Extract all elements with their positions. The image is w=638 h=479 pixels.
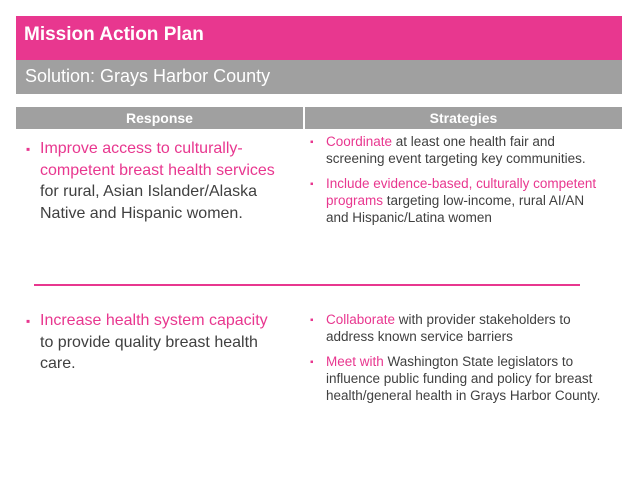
strategy-item xyxy=(310,311,610,345)
bullet-icon: ▪ xyxy=(26,314,31,328)
strategy-text: at least one health fair and screening event targeting key communities. xyxy=(326,134,586,166)
strategy-item xyxy=(310,175,610,226)
response-text: for rural, Asian Islander/Alaska Native and Hispanic women. xyxy=(40,183,257,222)
strategy-text: targeting low-income, rural AI/AN and Hispanic/Latina women xyxy=(326,193,585,225)
strategy-text: with provider stakeholders to address known service barriers xyxy=(326,312,571,344)
response-item xyxy=(16,310,278,375)
strategy-highlight: Meet with xyxy=(326,354,384,369)
bullet-icon: ▪ xyxy=(310,137,314,148)
response-item xyxy=(16,138,278,224)
page-title: Mission Action Plan xyxy=(24,24,204,45)
strategy-highlight: Include evidence-based, culturally competent programs xyxy=(326,176,597,208)
row-divider xyxy=(34,284,580,286)
bullet-icon: ▪ xyxy=(310,357,314,368)
title-bar xyxy=(16,16,622,60)
strategies-list xyxy=(310,311,610,412)
strategy-highlight: Coordinate xyxy=(326,134,393,149)
strategy-item xyxy=(310,133,610,167)
response-list xyxy=(16,310,278,375)
strategy-text: Washington State legislators to influence public funding and policy for breast health/general health in Grays Harbor County. xyxy=(326,354,601,403)
response-text: to provide quality breast health care. xyxy=(40,333,258,372)
response-list xyxy=(16,138,278,224)
page-subtitle: Solution: Grays Harbor County xyxy=(25,66,271,86)
strategies-list xyxy=(310,133,610,234)
response-column-header: Response xyxy=(16,107,303,129)
bullet-icon: ▪ xyxy=(310,179,314,190)
bullet-icon: ▪ xyxy=(310,315,314,326)
response-highlight: Increase health system capacity xyxy=(40,312,268,329)
response-highlight: Improve access to culturally-competent breast health services xyxy=(40,140,275,179)
strategies-column-header: Strategies xyxy=(305,107,622,129)
bullet-icon: ▪ xyxy=(26,142,31,156)
strategy-highlight: Collaborate xyxy=(326,312,396,327)
strategy-item xyxy=(310,353,610,404)
subtitle-bar xyxy=(16,60,622,96)
